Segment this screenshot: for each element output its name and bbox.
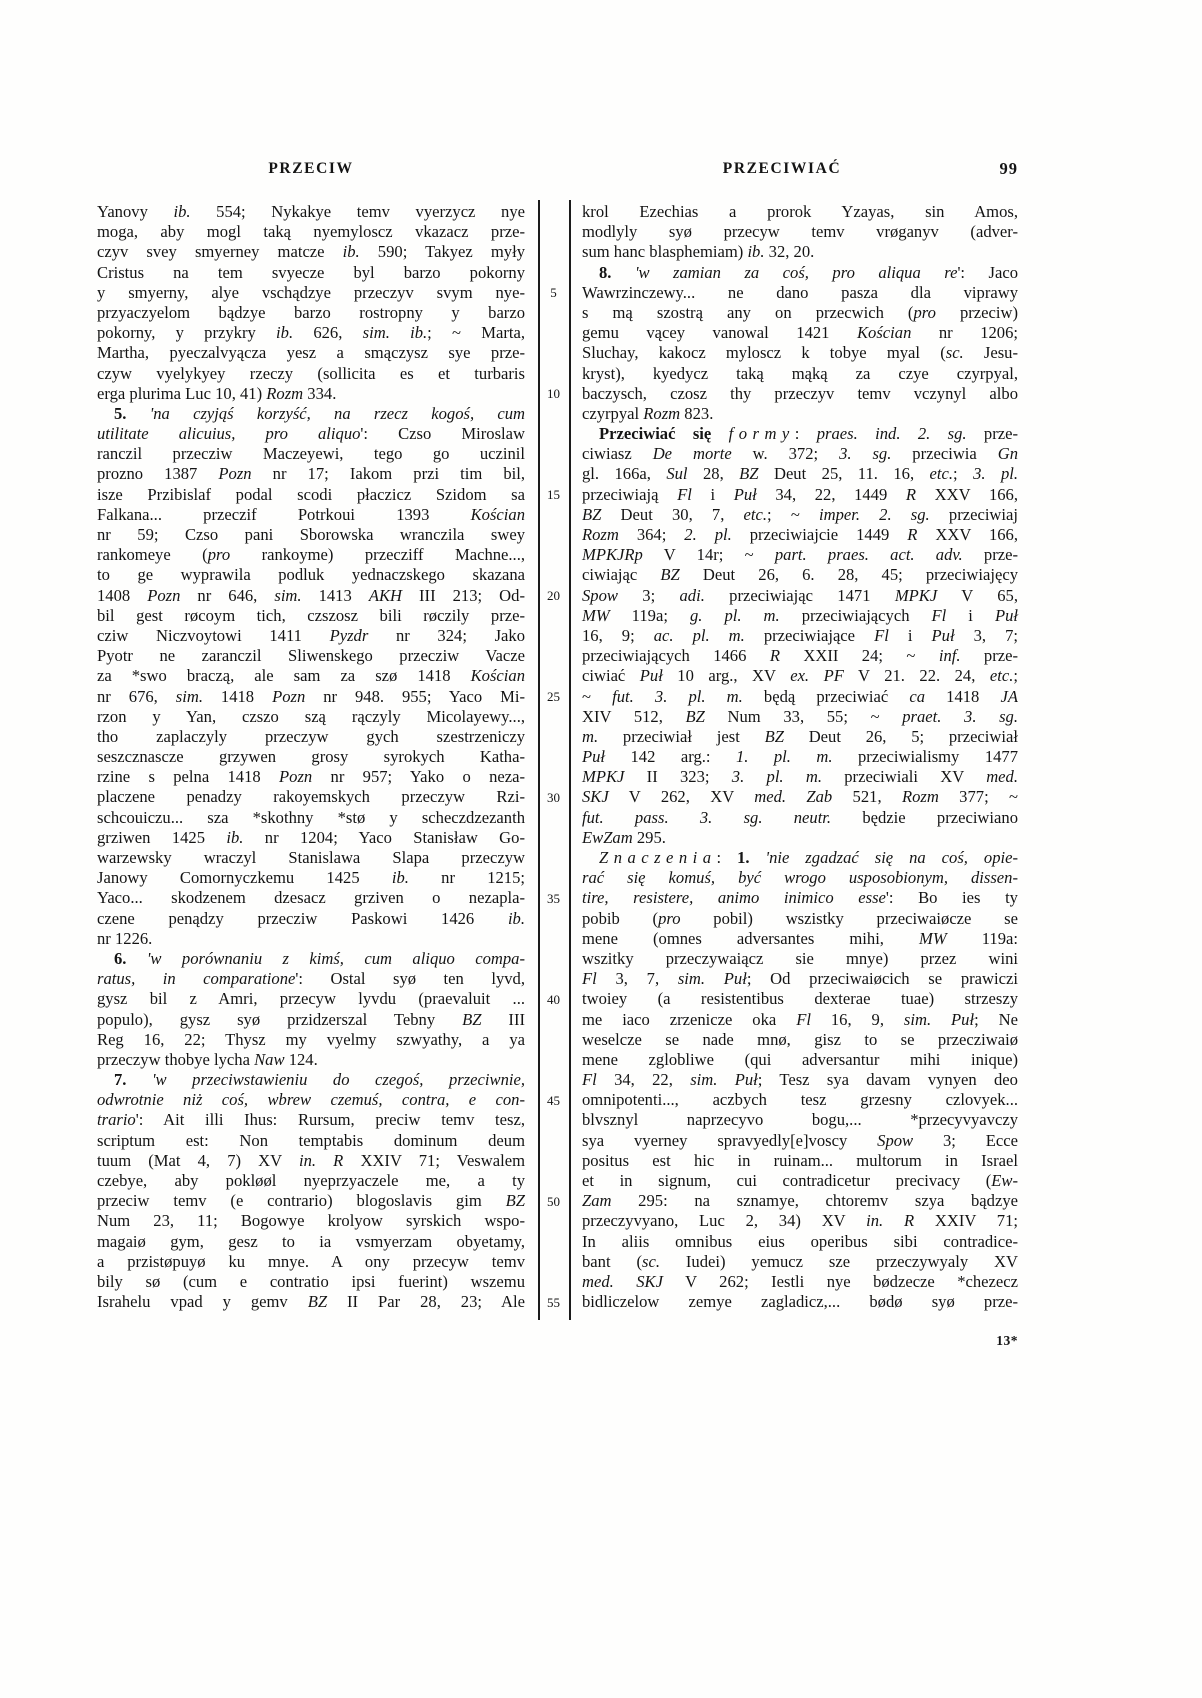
- page-number: 99: [999, 159, 1018, 178]
- text-line: EwZam 295.: [582, 827, 666, 847]
- text-line: cziw Niczvoytowi 1411 Pyzdr nr 324; Jako: [97, 625, 525, 645]
- line-number: 45: [547, 1092, 560, 1108]
- text-line: schcouiczu... sza *skothny *stø y scheczdzezanth: [97, 807, 525, 827]
- text-line: bant (sc. Iudei) yemucz sze przeczywyaly XV: [582, 1251, 1018, 1271]
- text-line: et in signum, cui contradicetur precivacy (Ew-: [582, 1171, 1018, 1190]
- line-number: 40: [547, 991, 560, 1007]
- text-line: trario': Ait illi Ihus: Rursum, preciw temv tesz,: [97, 1110, 525, 1130]
- text-line: tho zaplaczyly przeczyw gych szestrzeniczy: [97, 726, 525, 746]
- text-line: przeczyvyano, Luc 2, 34) XV in. R XXIV 71;: [582, 1211, 1018, 1231]
- text-line: czebye, aby pokløøl nyeprzyaczele me, a ty: [97, 1171, 525, 1190]
- text-line: Spow 3; adi. przeciwiając 1471 MPKJ V 65,: [582, 585, 1018, 605]
- text-line: rzine s pelna 1418 Pozn nr 957; Yako o neza-: [97, 767, 525, 787]
- text-line: ranczil przecziw Maczeyewi, tego go uczinil: [97, 444, 525, 464]
- text-line: Cristus na tem svyecze byl barzo pokorny: [97, 262, 525, 282]
- text-line: Israhelu vpad y gemv BZ II Par 28, 23; Ale: [97, 1292, 525, 1312]
- text-line: Martha, pyeczalvyącza yesz a smączysz sye prze-: [97, 343, 525, 363]
- text-line: MPKJ II 323; 3. pl. m. przeciwiali XV med.: [582, 767, 1018, 787]
- line-number: 35: [547, 890, 560, 906]
- text-line: mene zglobliwe (qui adversantur mihi inique): [582, 1049, 1018, 1069]
- text-line: tire, resistere, animo inimico esse': Bo ies ty: [582, 888, 1018, 908]
- text-line: blvsznyl naprzecyvo bogu,... *przecyvyavczy: [582, 1110, 1018, 1130]
- left-text-column: [97, 202, 525, 1312]
- text-line: Fl 3, 7, sim. Puł; Od przeciwaiøcich se prawiczi: [582, 969, 1018, 989]
- text-line: BZ Deut 30, 7, etc.; ~ imper. 2. sg. przeciwiaj: [582, 504, 1018, 524]
- text-line: magaiø gym, gesz to ia vsmyerzam obyetamy,: [97, 1231, 525, 1251]
- text-line: mene (omnes adversantes mihi, MW 119a:: [582, 928, 1018, 948]
- text-line: przyaczyelom bądzye barzo rostropny y barzo: [97, 302, 525, 322]
- text-line: 6. 'w porównaniu z kimś, cum aliquo compa-: [114, 948, 526, 968]
- text-line: placzene penadzy rakoyemskych przeczyw Rzi-: [97, 787, 525, 807]
- text-line: sum hanc blasphemiam) ib. 32, 20.: [582, 242, 815, 262]
- text-line: a przistøpuyø ku mnye. A ony przecyw temv: [97, 1251, 525, 1271]
- text-line: nr 59; Czso pani Sborowska wranczila swey: [97, 525, 525, 544]
- text-line: me iaco zrzenicze oka Fl 16, 9, sim. Puł; Ne: [582, 1009, 1018, 1029]
- text-line: scriptum est: Non temptabis dominum deum: [97, 1130, 525, 1150]
- text-line: rzon y Yan, czszo szą rączyly Micolayewy...,: [97, 706, 525, 726]
- text-line: wszitky przeczywaiącz sie mnye) przez wini: [582, 948, 1018, 968]
- text-line: Falkana... przeczif Potrkoui 1393 Kościan: [97, 504, 525, 524]
- line-number: 10: [547, 385, 560, 401]
- text-line: utilitate alicuius, pro aliquo': Czso Miroslaw: [97, 424, 525, 444]
- text-line: ratus, in comparatione': Ostal syø ten lyvd,: [97, 969, 525, 989]
- text-line: ciwiając BZ Deut 26, 6. 28, 45; przeciwiajęcy: [582, 565, 1018, 585]
- text-line: nr 676, sim. 1418 Pozn nr 948. 955; Yaco Mi-: [97, 686, 525, 706]
- text-line: XIV 512, BZ Num 33, 55; ~ praet. 3. sg.: [582, 706, 1019, 726]
- text-line: przeciw temv (e contrario) blogoslavis gim BZ: [97, 1191, 525, 1211]
- text-line: przeciwiają Fl i Puł 34, 22, 1449 R XXV 166,: [582, 484, 1018, 504]
- text-line: Zam 295: na sznamye, chtoremv szya bądzye: [582, 1191, 1018, 1211]
- text-line: 1408 Pozn nr 646, sim. 1413 AKH III 213; Od-: [97, 585, 525, 605]
- text-line: odwrotnie niż coś, wbrew czemuś, contra, e con-: [97, 1090, 525, 1110]
- text-line: sya vyerney spravyedly[e]voscy Spow 3; Ecce: [582, 1130, 1019, 1150]
- text-line: weselcze se nade mnø, gisz to se przecziwaiø: [582, 1029, 1018, 1049]
- text-line: 8. 'w zamian za coś, pro aliqua re': Jaco: [599, 262, 1018, 282]
- text-line: Sluchay, kakocz myloscz k tobye myal (sc. Jesu-: [582, 343, 1018, 363]
- text-line: populo), gysz syø przidzerszal Tebny BZ III: [97, 1009, 525, 1029]
- text-line: czyrpyal Rozm 823.: [582, 403, 714, 423]
- text-line: krol Ezechias a prorok Yzayas, sin Amos,: [582, 202, 1018, 221]
- text-line: pobib (pro pobil) wszistky przeciwaiøcze se: [582, 908, 1018, 928]
- text-line: Wawrzinczewy... ne dano pasza dla viprawy: [582, 282, 1018, 302]
- text-line: to ge wyprawila podluk yednaczskego skazana: [97, 565, 525, 585]
- text-line: Fl 34, 22, sim. Puł; Tesz sya davam vynyen deo: [582, 1070, 1018, 1090]
- text-line: Yanovy ib. 554; Nykakye temv vyerzycz nye: [97, 202, 525, 221]
- text-line: SKJ V 262, XV med. Zab 521, Rozm 377; ~: [582, 787, 1019, 807]
- running-head-left: PRZECIW: [268, 160, 354, 177]
- text-line: za *swo braczą, ale sam za szø 1418 Kościan: [97, 666, 525, 686]
- text-line: Pyotr ne zaranczil Sliwenskego przecziw Vacze: [97, 646, 525, 666]
- text-line: omnipotenti..., aczbych tesz grzesny czlovyek...: [582, 1090, 1018, 1110]
- text-line: erga plurima Luc 10, 41) Rozm 334.: [97, 383, 337, 403]
- text-line: 5. 'na czyjąś korzyść, na rzecz kogoś, cum: [114, 403, 525, 423]
- line-number: 50: [547, 1193, 560, 1209]
- gutter-rule-right: [569, 200, 571, 1320]
- text-line: prozno 1387 Pozn nr 17; Iakom przi tim bil,: [97, 464, 525, 484]
- text-line: ~ fut. 3. pl. m. będą przeciwiać ca 1418 JA: [582, 686, 1018, 706]
- text-line: MW 119a; g. pl. m. przeciwiających Fl i Puł: [582, 605, 1018, 625]
- right-text-column: [582, 202, 1018, 1312]
- text-line: warzewsky wraczyl Stanislawa Slapa przeczyw: [97, 848, 525, 867]
- text-line: ciwiać Puł 10 arg., XV ex. PF V 21. 22. 24, etc.;: [582, 666, 1018, 686]
- text-line: fut. pass. 3. sg. neutr. będzie przeciwiano: [582, 807, 1018, 827]
- text-line: twoiey (a resistentibus dexterae tuae) strzeszy: [582, 989, 1018, 1009]
- text-line: ciwiasz De morte w. 372; 3. sg. przeciwia Gn: [582, 444, 1018, 464]
- text-line: seszcznascze grzywen grosy syrokych Katha-: [97, 747, 525, 767]
- text-line: y smyerny, alye vschądzye przeczyv svym nye-: [97, 282, 525, 302]
- text-line: pokorny, y przykry ib. 626, sim. ib.; ~ Marta,: [97, 323, 526, 343]
- text-line: positus est hic in ruinam... multorum in Israel: [582, 1150, 1018, 1170]
- gutter-line-numbers: [538, 202, 569, 1322]
- line-number: 55: [547, 1294, 560, 1310]
- text-line: moga, aby mogl taką nyemyloscz vkazacz prze-: [97, 222, 525, 242]
- text-line: kryst), kyedycz taką mąką za czye czyrpyal,: [582, 363, 1018, 383]
- text-line: m. przeciwiał jest BZ Deut 26, 5; przeciwiał: [582, 726, 1018, 746]
- text-line: gl. 166a, Sul 28, BZ Deut 25, 11. 16, etc.; 3. pl.: [582, 464, 1019, 484]
- line-number: 20: [547, 587, 560, 603]
- text-line: przeciwiających 1466 R XXII 24; ~ inf. prze-: [582, 646, 1018, 666]
- text-line: baczysch, czosz thy przeczyv temv vczynyl albo: [582, 383, 1018, 403]
- text-line: 16, 9; ac. pl. m. przeciwiające Fl i Puł 3, 7;: [582, 625, 1018, 645]
- text-line: rać się komuś, być wrogo usposobionym, dissen-: [582, 868, 1018, 888]
- line-number: 15: [547, 486, 560, 502]
- text-line: przeczyw thobye lycha Naw 124.: [97, 1049, 318, 1069]
- line-number: 25: [547, 688, 560, 704]
- text-line: isze Przibislaf podal scodi płaczicz Szidom sa: [97, 484, 525, 504]
- text-line: Przeciwiać się formy: praes. ind. 2. sg. prze-: [599, 424, 1019, 444]
- text-line: gysz bil z Amri, przecyw lyvdu (praevaluit ...: [97, 989, 525, 1009]
- text-line: Num 23, 11; Bogowye krolyow syrskich wspo-: [97, 1211, 525, 1231]
- text-line: gemu vącey vanowal 1421 Kościan nr 1206;: [582, 323, 1018, 343]
- line-number: 5: [550, 284, 557, 300]
- text-line: tuum (Mat 4, 7) XV in. R XXIV 71; Veswalem: [97, 1150, 525, 1170]
- text-line: czyv svey smyerney matcze ib. 590; Takyez myły: [97, 242, 525, 262]
- text-line: s mą szostrą any on przecwich (pro przeciw): [582, 302, 1019, 322]
- text-line: 7. 'w przeciwstawieniu do czegoś, przeciwnie,: [114, 1070, 526, 1090]
- text-line: bily sø (cum e contratio ipsi fuerint) wszemu: [97, 1271, 525, 1291]
- text-line: Janowy Comornyczkemu 1425 ib. nr 1215;: [97, 868, 525, 888]
- text-line: Znaczenia: 1. 'nie zgadzać się na coś, opie-: [599, 848, 1019, 867]
- text-line: bil gest røcoym tich, czszosz bili røczily prze-: [97, 605, 525, 625]
- text-line: czene penądzy przecziw Paskowi 1426 ib.: [97, 908, 525, 928]
- text-line: nr 1226.: [97, 928, 153, 948]
- text-line: Puł 142 arg.: 1. pl. m. przeciwialismy 1477: [582, 747, 1019, 767]
- running-head-right: PRZECIWIAĆ: [722, 160, 842, 177]
- text-line: modlyly syø przecyw temv vrøganyv (adver-: [582, 222, 1018, 242]
- text-line: grziwen 1425 ib. nr 1204; Yaco Stanisław Go-: [97, 827, 525, 847]
- text-line: In aliis omnibus eius operibus sibi contradice-: [582, 1231, 1018, 1251]
- text-line: rankomeye (pro rankoyme) przecziff Machne...,: [97, 545, 525, 565]
- text-line: med. SKJ V 262; Iestli nye bødzecze *chezecz: [582, 1271, 1018, 1291]
- sheet-signature-mark: 13*: [996, 1333, 1018, 1348]
- line-number: 30: [547, 789, 560, 805]
- text-line: Yaco... skodzenem dzesacz grziven o nezapla-: [97, 888, 525, 908]
- text-line: czyw vyelykyey rzeczy (sollicita es et turbaris: [97, 363, 525, 383]
- text-line: Rozm 364; 2. pl. przeciwiajcie 1449 R XXV 166,: [582, 525, 1019, 544]
- text-line: Reg 16, 22; Thysz my vyelmy szwyathy, a ya: [97, 1029, 525, 1049]
- text-line: bidliczelow zemye zagladicz,... bødø syø prze-: [582, 1292, 1018, 1312]
- text-line: MPKJRp V 14r; ~ part. praes. act. adv. prze-: [582, 545, 1018, 565]
